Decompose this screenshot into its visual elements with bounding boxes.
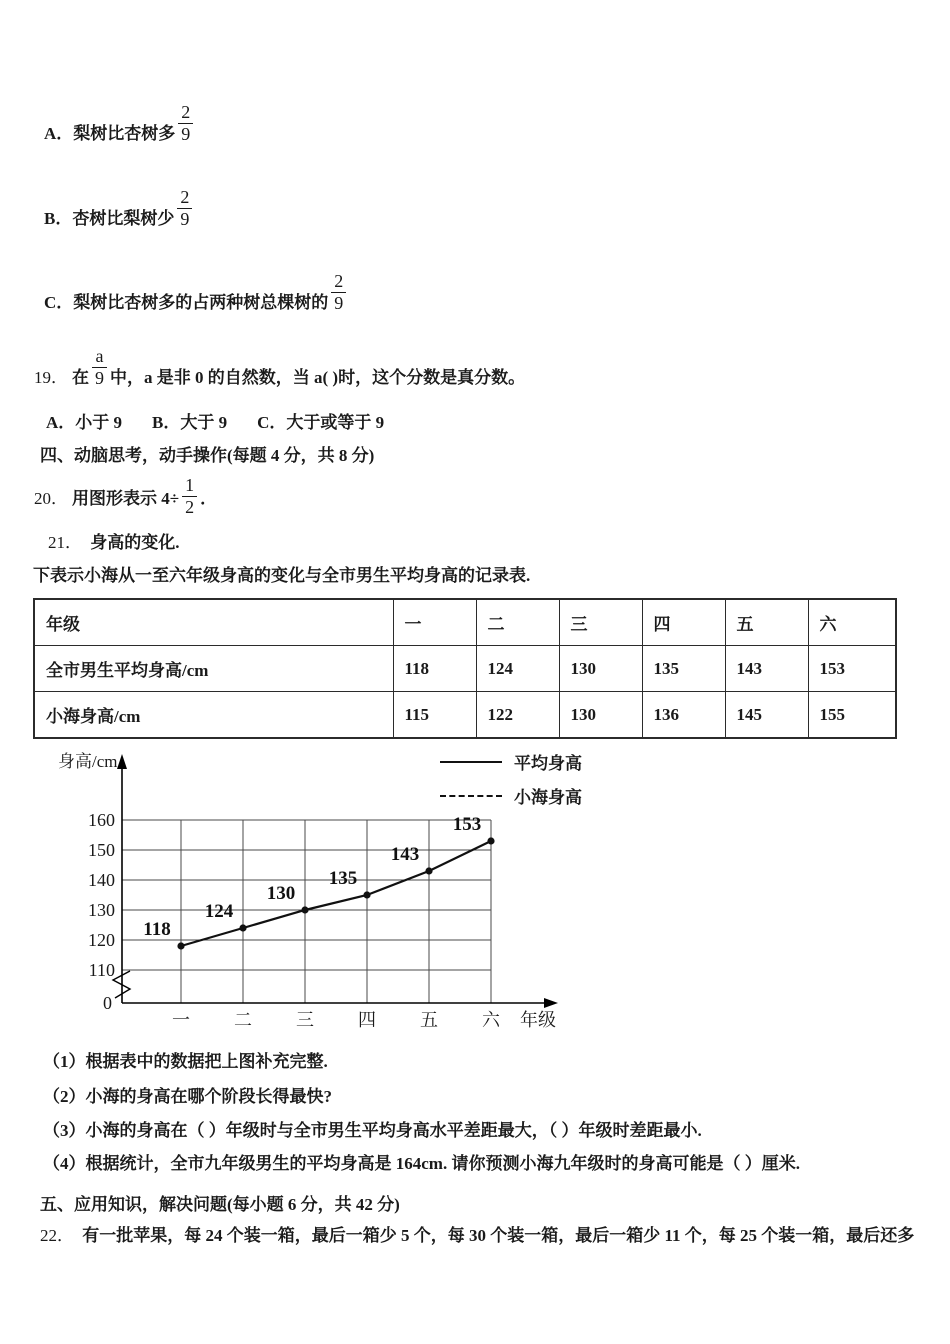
cell: 118 xyxy=(393,646,476,692)
table-row-average xyxy=(34,646,896,692)
data-point xyxy=(301,906,308,913)
numerator: 2 xyxy=(181,102,191,122)
x-tick-label: 一 xyxy=(172,1010,190,1030)
cell: 136 xyxy=(642,692,725,739)
question-22 xyxy=(40,1225,914,1247)
question-20 xyxy=(34,476,217,517)
question-19 xyxy=(34,347,525,388)
cell: 124 xyxy=(476,646,559,692)
cell: 130 xyxy=(559,646,642,692)
numerator: a xyxy=(95,346,104,366)
question-22-text: 有一批苹果，每 24 个装一箱，最后一箱少 5 个，每 30 个装一箱，最后一箱少 11 个，每 25 个装一箱，最后还多 xyxy=(82,1226,915,1245)
y-tick-label: 160 xyxy=(88,810,115,830)
legend-average-label: 平均身高 xyxy=(514,754,582,773)
subquestion-4: （4）根据统计，全市九年级男生的平均身高是 164cm. 请你预测小海九年级时的身高可能是（ ）厘米. xyxy=(43,1154,800,1173)
option-b xyxy=(44,188,195,229)
question-20-pre: 用图形表示 4÷ xyxy=(72,489,180,509)
y-tick-label: 150 xyxy=(88,840,115,860)
x-tick-label: 六 xyxy=(482,1010,500,1030)
fraction-1-2 xyxy=(182,476,197,517)
cell: 155 xyxy=(808,692,896,739)
question-19-choices xyxy=(46,412,384,434)
cell: 143 xyxy=(725,646,808,692)
y-tick-label: 130 xyxy=(88,900,115,920)
y-axis-label: 身高/cm xyxy=(58,752,118,771)
x-tick-label: 二 xyxy=(234,1010,252,1030)
data-point xyxy=(487,837,494,844)
x-tick-label: 三 xyxy=(296,1010,314,1030)
cell: 145 xyxy=(725,692,808,739)
cell: 122 xyxy=(476,692,559,739)
option-a xyxy=(44,103,196,144)
question-19-post: 中，a 是非 0 的自然数，当 a( )时，这个分数是真分数。 xyxy=(110,368,526,388)
y-tick-label: 140 xyxy=(88,870,115,890)
legend-average xyxy=(440,749,582,774)
denominator: 9 xyxy=(180,209,190,230)
header-6: 六 xyxy=(808,599,896,646)
x-tick-label: 四 xyxy=(358,1010,376,1030)
numerator: 2 xyxy=(334,271,344,291)
solid-line-icon xyxy=(440,761,502,763)
data-point xyxy=(425,867,432,874)
question-19-pre: 在 xyxy=(72,368,89,388)
choice-c: C．大于或等于 9 xyxy=(257,413,385,432)
question-number: 22． xyxy=(40,1226,74,1245)
header-4: 四 xyxy=(642,599,725,646)
legend-xiaohai-label: 小海身高 xyxy=(514,788,582,807)
cell: 115 xyxy=(393,692,476,739)
option-c xyxy=(44,272,349,313)
y-tick-label: 110 xyxy=(88,960,115,980)
data-point-label: 143 xyxy=(390,844,420,865)
choice-a: A．小于 9 xyxy=(46,413,123,432)
section-5-heading: 五、应用知识，解决问题(每小题 6 分，共 42 分) xyxy=(40,1195,400,1214)
chart-legend xyxy=(440,749,582,808)
data-point xyxy=(177,942,184,949)
option-a-text: A．梨树比杏树多 xyxy=(44,124,176,144)
denominator: 9 xyxy=(181,124,191,145)
legend-xiaohai xyxy=(440,783,582,808)
y-tick-label: 120 xyxy=(88,930,115,950)
question-21-intro: 下表示小海从一至六年级身高的变化与全市男生平均身高的记录表. xyxy=(33,566,531,585)
data-point-label: 124 xyxy=(204,901,234,922)
numerator: 2 xyxy=(180,187,190,207)
cell: 153 xyxy=(808,646,896,692)
option-c-text: C．梨树比杏树多的占两种树总棵树的 xyxy=(44,293,329,313)
subquestion-1: （1）根据表中的数据把上图补充完整. xyxy=(43,1052,328,1071)
data-point xyxy=(363,891,370,898)
header-1: 一 xyxy=(393,599,476,646)
row-label: 小海身高/cm xyxy=(34,692,393,739)
data-point-label: 130 xyxy=(266,883,296,904)
fraction-2-9 xyxy=(178,103,193,144)
section-4-heading: 四、动脑思考，动手操作(每题 4 分，共 8 分) xyxy=(40,446,375,465)
subquestion-2: （2）小海的身高在哪个阶段长得最快? xyxy=(43,1087,332,1106)
denominator: 9 xyxy=(334,293,344,314)
data-point xyxy=(239,924,246,931)
subquestion-3: （3）小海的身高在（ ）年级时与全市男生平均身高水平差距最大，（ ）年级时差距最小. xyxy=(43,1121,702,1140)
table-header-row xyxy=(34,599,896,646)
row-label: 全市男生平均身高/cm xyxy=(34,646,393,692)
fraction-2-9 xyxy=(177,188,192,229)
question-21-title: 21． 身高的变化. xyxy=(48,533,180,552)
cell: 130 xyxy=(559,692,642,739)
fraction-2-9 xyxy=(331,272,346,313)
question-number: 19． xyxy=(34,368,68,388)
question-number: 21． xyxy=(48,533,82,552)
data-point-label: 118 xyxy=(143,919,171,940)
header-5: 五 xyxy=(725,599,808,646)
origin-tick-label: 0 xyxy=(103,993,112,1013)
option-b-text: B．杏树比梨树少 xyxy=(44,209,175,229)
x-axis-label: 年级 xyxy=(520,1010,556,1030)
denominator: 2 xyxy=(185,497,195,518)
axis-break-icon xyxy=(113,971,130,998)
data-point-label: 153 xyxy=(452,814,482,835)
denominator: 9 xyxy=(95,368,104,389)
header-3: 三 xyxy=(559,599,642,646)
cell: 135 xyxy=(642,646,725,692)
x-tick-label: 五 xyxy=(420,1010,438,1030)
fraction-a-9 xyxy=(92,347,107,388)
question-number: 20． xyxy=(34,489,68,509)
header-grade: 年级 xyxy=(34,599,393,646)
header-2: 二 xyxy=(476,599,559,646)
question-20-post: ． xyxy=(200,489,218,509)
data-point-label: 135 xyxy=(328,868,358,889)
series-line xyxy=(181,841,491,946)
y-axis-arrow-icon xyxy=(117,754,127,769)
dashed-line-icon xyxy=(440,795,502,797)
table-row-xiaohai xyxy=(34,692,896,739)
x-axis-arrow-icon xyxy=(544,998,558,1008)
numerator: 1 xyxy=(185,475,195,495)
choice-b: B．大于 9 xyxy=(152,413,228,432)
height-table xyxy=(33,598,897,739)
